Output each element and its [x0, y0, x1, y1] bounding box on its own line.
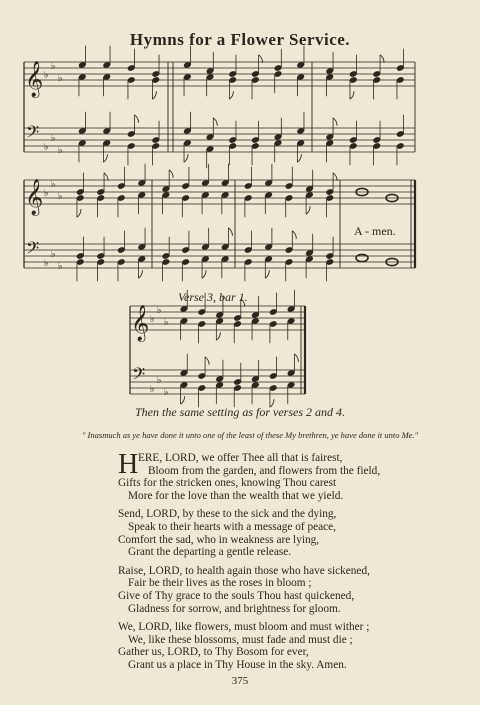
note-flag	[213, 118, 217, 126]
flat-sign: ♭	[44, 70, 49, 81]
hymn-text	[118, 449, 438, 672]
poem-line: Gather us, LORD, to Thy Bosom for ever,	[118, 646, 309, 659]
flat-sign: ♭	[44, 188, 49, 199]
note-flag	[135, 115, 139, 123]
amen-label: A - men.	[354, 224, 396, 238]
flat-sign: ♭	[51, 133, 56, 144]
page-number: 375	[231, 675, 249, 687]
poem-line: Bloom from the garden, and flowers from the field,	[148, 464, 381, 477]
verse-label: Verse 3, bar 1.	[178, 290, 248, 304]
note-flag	[294, 354, 298, 362]
note-flag	[216, 332, 220, 340]
poem-line: Grant the departing a gentle release.	[128, 546, 292, 559]
note-flag	[184, 154, 188, 162]
note-flag	[205, 357, 209, 365]
page-title: Hymns for a Flower Service.	[129, 30, 351, 49]
poem-line: Fair be their lives as the roses in bloom ;	[128, 577, 312, 590]
flat-sign: ♭	[164, 387, 169, 398]
note-flag	[202, 270, 206, 278]
poem-line: Give of Thy grace to the souls Thou hast quickened,	[118, 589, 355, 602]
treble-clef: 𝄞	[25, 61, 44, 97]
bass-clef: 𝄢	[26, 238, 40, 262]
flat-sign: ♭	[51, 61, 56, 72]
flat-sign: ♭	[164, 317, 169, 328]
note-flag	[333, 118, 337, 126]
poem-line: Comfort the sad, who in weakness are lying,	[118, 533, 320, 546]
poem-line: ERE, LORD, we offer Thee all that is fairest,	[138, 452, 343, 464]
poem-line: Raise, LORD, to health again those who have sickened,	[118, 564, 370, 577]
whole-note	[356, 254, 368, 261]
flat-sign: ♭	[58, 191, 63, 202]
flat-sign: ♭	[51, 249, 56, 260]
bass-clef: 𝄢	[132, 364, 146, 388]
flat-sign: ♭	[157, 375, 162, 386]
flat-sign: ♭	[51, 179, 56, 190]
poem-line: Send, LORD, by these to the sick and the dying,	[118, 508, 337, 521]
note-flag	[77, 209, 81, 217]
treble-clef: 𝄞	[131, 305, 150, 341]
note-flag	[292, 231, 296, 239]
flat-sign: ♭	[157, 305, 162, 316]
note-flag	[265, 270, 269, 278]
poem-line: More for the love than the wealth that we yield.	[128, 489, 344, 502]
flat-sign: ♭	[150, 384, 155, 395]
dropcap: H	[118, 449, 139, 480]
note-flag	[152, 91, 156, 99]
note-flag	[297, 154, 301, 162]
note-flag	[169, 170, 173, 178]
poem-line: We, LORD, like flowers, must bloom and must wither ;	[118, 621, 370, 634]
flat-sign: ♭	[44, 258, 49, 269]
flat-sign: ♭	[44, 142, 49, 153]
poem-line: Speak to their hearts with a message of peace,	[128, 520, 336, 533]
poem-line: Gifts for the stricken ones, knowing Thou carest	[118, 477, 337, 490]
epigraph: " Inasmuch as ye have done it unto one of the least of these My brethren, ye have done it unto Me."	[81, 430, 419, 440]
note-flag	[350, 91, 354, 99]
note-flag	[306, 206, 310, 214]
note-flag	[181, 396, 185, 404]
bass-clef: 𝄢	[26, 122, 40, 146]
poem-line: We, like these blossoms, must fade and must die ;	[128, 633, 353, 646]
flat-sign: ♭	[150, 314, 155, 325]
setting-note: Then the same setting as for verses 2 and 4.	[135, 405, 345, 419]
flat-sign: ♭	[58, 145, 63, 156]
poem-line: Gladness for sorrow, and brightness for gloom.	[128, 602, 341, 615]
flat-sign: ♭	[58, 261, 63, 272]
poem-line: Grant us a place in Thy House in the sky. Amen.	[128, 658, 347, 671]
treble-clef: 𝄞	[25, 179, 44, 215]
flat-sign: ♭	[58, 73, 63, 84]
note-flag	[103, 154, 107, 162]
note-flag	[229, 91, 233, 99]
note-flag	[138, 270, 142, 278]
note-flag	[228, 228, 232, 236]
